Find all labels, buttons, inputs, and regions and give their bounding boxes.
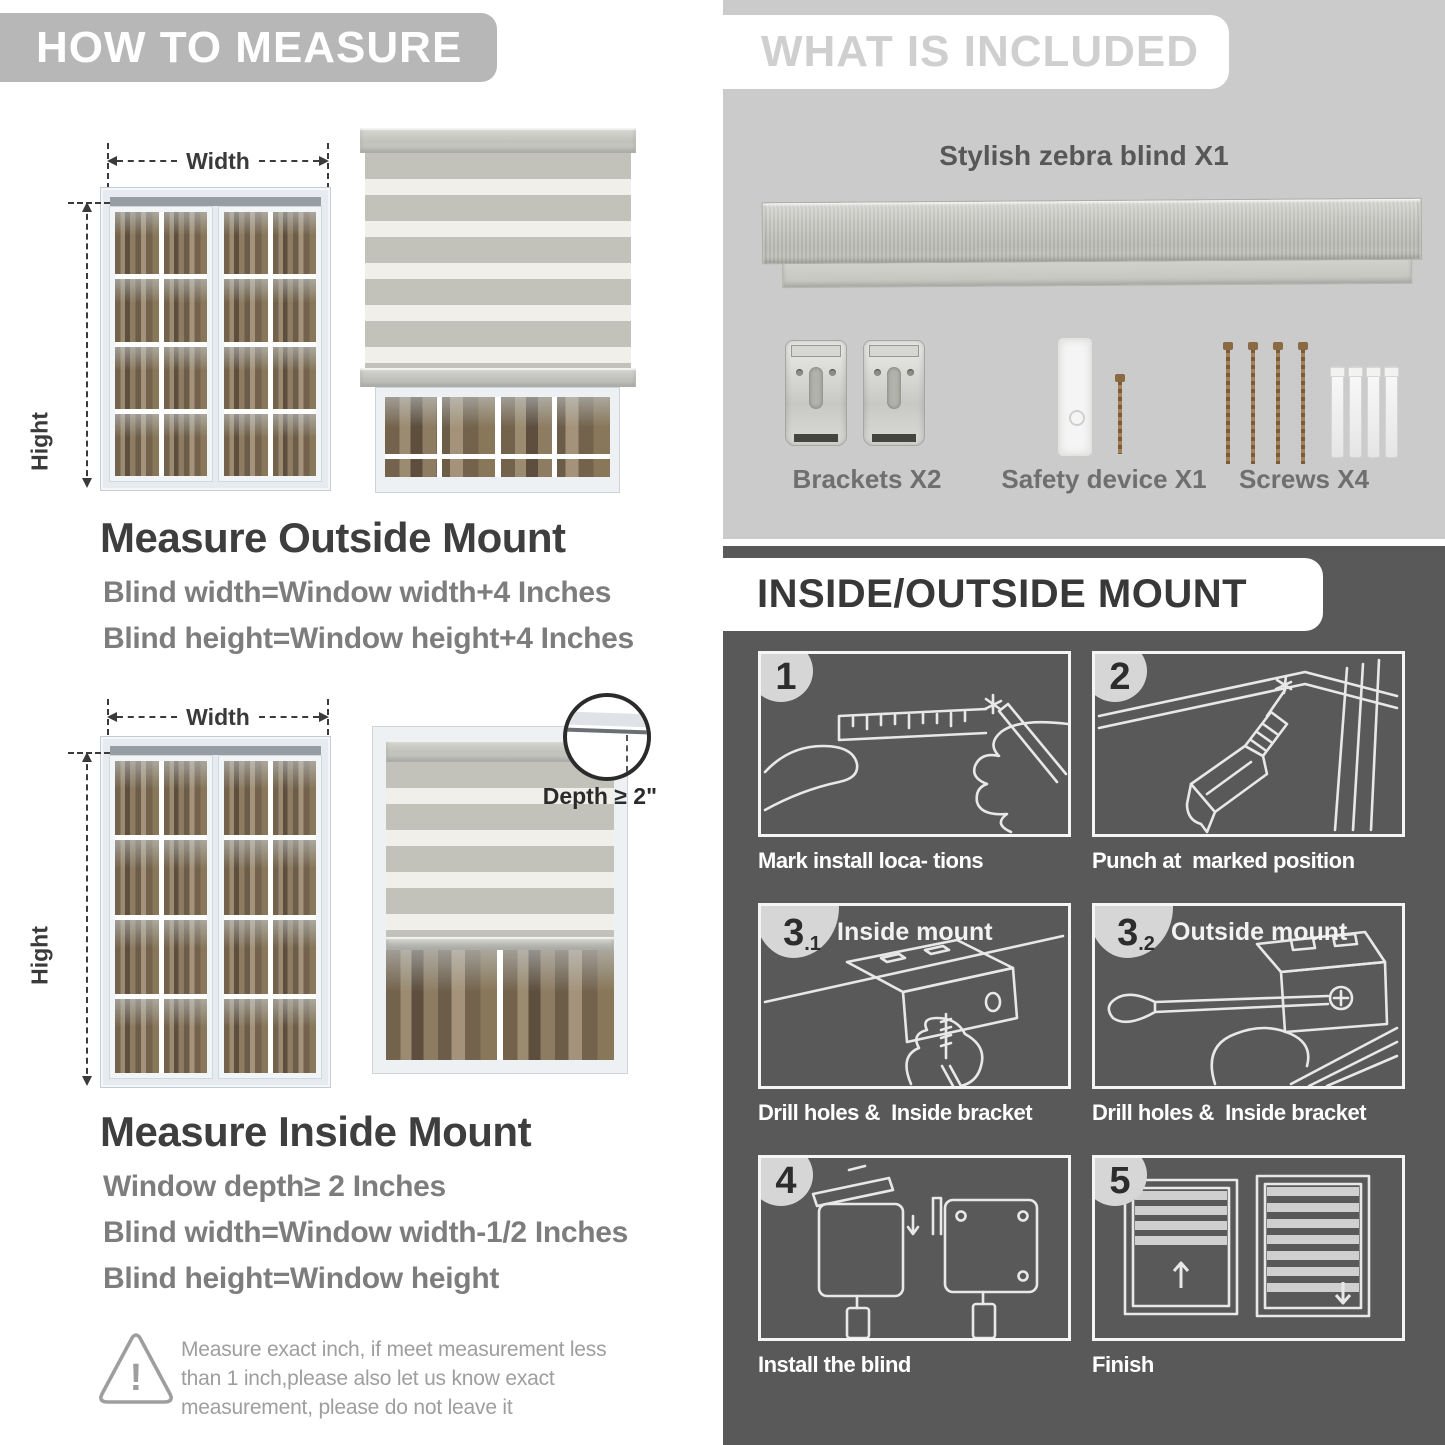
measure-warning-text: [181, 1335, 651, 1422]
step-4-panel: [758, 1155, 1071, 1341]
wall-anchor-image: [1385, 366, 1398, 458]
window-pane: [115, 279, 159, 341]
blind-fabric: [365, 153, 631, 368]
inside-mount-illustration: [373, 727, 627, 1073]
what-is-included-banner: WHAT IS INCLUDED: [723, 15, 1229, 89]
step-number-badge: 5: [1092, 1155, 1147, 1206]
bracket-image: [785, 340, 847, 446]
height-label: Hight: [26, 926, 53, 985]
step-number-badge: 3 .1: [758, 903, 839, 958]
width-label: Width: [186, 704, 250, 730]
window-pane: [503, 950, 614, 1060]
wall-anchor-image: [1349, 366, 1362, 458]
safety-device-label: Safety device X1: [1001, 464, 1207, 494]
window-pane: [115, 761, 159, 835]
step-1-caption: Mark install loca- tions: [758, 848, 984, 873]
window-behind-blind: [386, 950, 614, 1060]
screw-image: [1248, 342, 1258, 468]
depth-label: Depth ≥ 2": [542, 783, 657, 809]
width-annotation-inside: [107, 706, 329, 728]
screws-label: Screws X4: [1238, 464, 1370, 494]
mount-guide-banner: INSIDE/OUTSIDE MOUNT: [723, 558, 1323, 631]
inside-rule-depth: Window depth≥ 2 Inches: [103, 1170, 446, 1203]
window-pane: [224, 347, 268, 409]
window-pane: [115, 347, 159, 409]
wall-anchor-image: [1331, 366, 1344, 458]
window-photo-outside: [100, 187, 331, 491]
inside-mount-heading: Measure Inside Mount: [100, 1108, 532, 1155]
dashed-line: [259, 160, 319, 162]
window-pane: [115, 999, 159, 1073]
window-pane: [164, 414, 208, 476]
window-sash: [110, 207, 212, 481]
safety-device-image: [1058, 338, 1092, 456]
arrow-up-icon: [82, 752, 92, 762]
screw-image: [1298, 342, 1308, 468]
window-pane: [385, 397, 495, 477]
window-sash: [219, 207, 321, 481]
window-pane: [273, 347, 317, 409]
wall-anchor-image: [1367, 366, 1380, 458]
step-number-badge: 3 .2: [1092, 903, 1173, 958]
window-pane: [273, 920, 317, 994]
blind-bottom-rail: [386, 937, 614, 950]
window-pane: [164, 347, 208, 409]
inside-mount-label: Inside mount: [837, 918, 993, 946]
step-number-badge: 4: [758, 1155, 813, 1206]
height-label: Hight: [26, 412, 53, 471]
depth-dashed-line: [626, 735, 628, 772]
window-pane: [115, 212, 159, 274]
what-is-included-section: [723, 0, 1445, 539]
step-number-badge: 1: [758, 651, 813, 702]
screw-image: [1115, 374, 1125, 458]
step-1-panel: [758, 651, 1071, 837]
outside-mount-heading: Measure Outside Mount: [100, 514, 566, 561]
window-pane: [273, 840, 317, 914]
warning-line: Measure exact inch, if meet measurement less: [181, 1338, 607, 1361]
step-2-panel: [1092, 651, 1405, 837]
headrail-top-bar: [762, 198, 1422, 265]
step-2-caption: Punch at marked position: [1092, 848, 1355, 873]
window-pane: [273, 414, 317, 476]
step-number-badge: 2: [1092, 651, 1147, 702]
window-pane: [273, 212, 317, 274]
warning-triangle-icon: [96, 1330, 176, 1412]
dashed-line: [117, 160, 177, 162]
dashed-line: [117, 716, 177, 718]
window-pane: [164, 840, 208, 914]
window-pane: [501, 397, 611, 477]
step-5-caption: Finish: [1092, 1352, 1154, 1377]
warning-line: measurement, please do not leave it: [181, 1396, 513, 1419]
outside-rule-height: Blind height=Window height+4 Inches: [103, 622, 634, 655]
screw-image: [1223, 342, 1233, 468]
outside-mount-label: Outside mount: [1171, 918, 1348, 946]
screw-image: [1273, 342, 1283, 468]
mount-guide-section: [723, 546, 1445, 1445]
exclamation-icon: !: [129, 1357, 143, 1399]
step-4-caption: Install the blind: [758, 1352, 911, 1377]
window-pane: [386, 950, 497, 1060]
window-pane: [224, 212, 268, 274]
warning-line: than 1 inch,please also let us know exact: [181, 1367, 555, 1390]
step-3-1-panel: [758, 903, 1071, 1089]
step-5-panel: [1092, 1155, 1405, 1341]
headrail-bottom-bar: [782, 260, 1412, 288]
window-pane: [224, 761, 268, 835]
headrail-image: [762, 198, 1423, 289]
window-pane: [115, 414, 159, 476]
dashed-line: [259, 716, 319, 718]
window-behind-blind: [376, 388, 619, 492]
window-pane: [224, 999, 268, 1073]
window-pane: [224, 414, 268, 476]
step-3-2-caption: Drill holes & Inside bracket: [1092, 1100, 1367, 1125]
bracket-image: [863, 340, 925, 446]
brackets-label: Brackets X2: [792, 464, 942, 494]
step-3-1-caption: Drill holes & Inside bracket: [758, 1100, 1033, 1125]
window-pane: [115, 840, 159, 914]
window-pane: [164, 212, 208, 274]
window-corner-detail: [563, 727, 651, 781]
window-sash: [110, 756, 212, 1078]
product-label: Stylish zebra blind X1: [939, 140, 1229, 171]
depth-magnifier: [563, 693, 651, 781]
height-annotation-inside: [86, 754, 88, 1084]
blind-cassette: [360, 128, 636, 153]
window-pane: [224, 279, 268, 341]
height-annotation-outside: [86, 204, 88, 486]
blind-bottom-rail: [360, 368, 636, 387]
inside-rule-width: Blind width=Window width-1/2 Inches: [103, 1216, 629, 1249]
hardware-row: [723, 338, 1445, 468]
arrow-down-icon: [82, 478, 92, 488]
window-sash: [219, 756, 321, 1078]
window-pane: [224, 920, 268, 994]
window-pane: [164, 920, 208, 994]
inside-rule-height: Blind height=Window height: [103, 1262, 500, 1295]
window-pane: [164, 279, 208, 341]
zebra-blind-outside-illustration: [360, 128, 636, 494]
window-pane: [273, 999, 317, 1073]
window-photo-inside: [100, 736, 331, 1088]
window-pane: [273, 761, 317, 835]
width-annotation-outside: [107, 150, 329, 172]
width-label: Width: [186, 148, 250, 174]
arrow-down-icon: [82, 1076, 92, 1086]
window-pane: [164, 999, 208, 1073]
window-pane: [115, 920, 159, 994]
how-to-measure-banner: HOW TO MEASURE: [0, 13, 497, 82]
window-pane: [273, 279, 317, 341]
outside-rule-width: Blind width=Window width+4 Inches: [103, 576, 612, 609]
window-pane: [164, 761, 208, 835]
arrow-up-icon: [82, 202, 92, 212]
step-3-2-panel: [1092, 903, 1405, 1089]
window-pane: [224, 840, 268, 914]
